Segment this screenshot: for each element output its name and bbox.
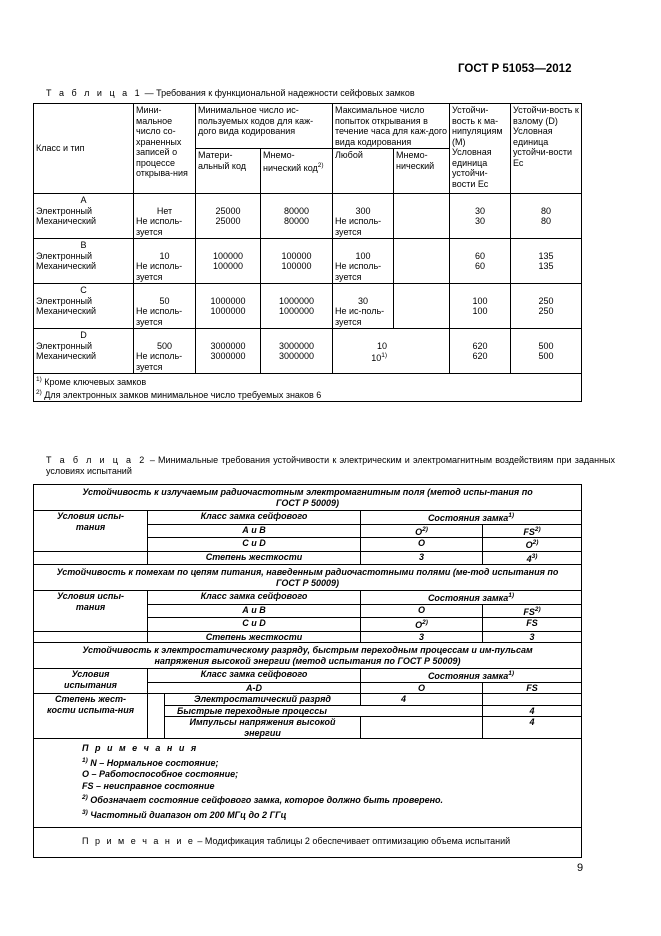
header-material-code: Матери-альный код [196,149,261,194]
eft-value: 4 [483,705,582,717]
section-title-row [34,565,582,591]
table-row [34,631,582,643]
lock-state-header: Состояния замка$^{1)}$ [361,511,582,525]
any-cell: 100 Не исполь-зуется [333,239,394,284]
mnemonic2-cell [394,194,450,239]
state-fs: FS$^{2)}$ [483,524,582,538]
test-conditions-label: Условия испы-тания [34,511,148,552]
table2-caption: Т а б л и ц а 2 – Минимальные требования устойчивости к электрическим и электромагнитным воздействиям при заданных условиях испытаний [46,455,616,476]
empty-cell [148,705,165,717]
section-title-row [34,485,582,511]
empty-cell [148,694,165,706]
material-cell: 1000000 1000000 [196,284,261,329]
table-functional-reliability [33,103,582,402]
empty-cell [361,717,483,739]
surge-label: Импульсы напряжения высокой энергии [165,717,361,739]
any-cell: 30 Не ис-поль-зуется [333,284,394,329]
document-code: ГОСТ Р 51053—2012 [458,63,572,75]
mnemonic2-cell [394,284,450,329]
records-cell: Нет Не исполь-зуется [134,194,196,239]
burglary-cell: 250 250 [511,284,582,329]
test-conditions-label: Условия испы-тания [34,591,148,632]
section1-title: Устойчивость к излучаемым радиочастотным электромагнитным поля (метод испы-тания по ГОСТ Р 50009) [34,485,582,511]
header-class-type: Класс и тип [34,104,134,194]
lock-class-header: Класс замка сейфового [148,511,361,525]
state-fs: FS [483,618,582,632]
state-fs: FS$^{2)}$ [483,604,582,618]
material-cell: 100000 100000 [196,239,261,284]
header-max-attempts: Максимальное число попыток открывания в течение часа для каж-дого вида кодирования [333,104,450,149]
material-cell: 25000 25000 [196,194,261,239]
mnemonic-cell: 80000 80000 [261,194,333,239]
severity-label: Степень жесткости [148,551,361,565]
class-cell: B Электронный Механический [34,239,134,284]
lock-class-header: Класс замка сейфового [148,591,361,605]
header-manipulation: Устойчи-вость к ма-нипуляциям (М) Условная единица устойчи-вости Ес [450,104,511,194]
header-mnemonic-code: Мнемо-нический код$^{2)}$ [261,149,333,194]
mnemonic-cell: 100000 100000 [261,239,333,284]
table1-caption: Т а б л и ц а 1 — Требования к функциональной надежности сейфовых замков [46,88,415,98]
class-cell: D Электронный Механический [34,329,134,374]
empty-cell [483,694,582,706]
state-o: О [361,538,483,552]
state-o: О [361,604,483,618]
manip-cell: 620 620 [450,329,511,374]
footnotes-row [34,374,582,402]
eft-label: Быстрые переходные процессы [165,705,483,717]
any-cell: 10 10$^{1)}$ [333,329,450,374]
class-ab: А и В [148,604,361,618]
header-burglary: Устойчи-вость к взлому (D) Условная единица устойчи-вости Ес [511,104,582,194]
header-mnemonic: Мнемо-нический [394,149,450,194]
severity-label: Степень жест-кости испыта-ния [34,694,148,739]
header-min-records: Мини-мальное число со-храненных записей о процессе открыва-ния [134,104,196,194]
severity-value: 3 [483,631,582,643]
severity-label: Степень жесткости [148,631,361,643]
table-row [34,694,582,706]
state-o: $О^{2)}$ [361,524,483,538]
records-cell: 50 Не исполь-зуется [134,284,196,329]
severity-value: 3 [361,631,483,643]
severity-value: 3 [361,551,483,565]
notes-row [34,739,582,828]
class-ab: А и В [148,524,361,538]
manip-cell: 60 60 [450,239,511,284]
table-row [34,511,582,525]
table-row [34,239,582,284]
table-row [34,329,582,374]
burglary-cell: 500 500 [511,329,582,374]
class-cd: С и D [148,618,361,632]
state-o: $О^{2)}$ [361,618,483,632]
lock-state-header: Состояния замка$^{1)}$ [361,669,582,683]
any-cell: 300 Не исполь-зуется [333,194,394,239]
manip-cell: 30 30 [450,194,511,239]
page-number: 9 [577,862,584,874]
table-header-row [34,104,582,149]
records-cell: 10 Не исполь-зуется [134,239,196,284]
state-o: О [361,682,483,694]
surge-value: 4 [483,717,582,739]
empty-cell [148,717,165,739]
final-note-row [34,828,582,858]
esd-label: Электростатический разряд [165,694,361,706]
manip-cell: 100 100 [450,284,511,329]
table2-notes: П р и м е ч а н и я $^{1)}$ N – Нормальное состояние; О – Работоспособное состояние; FS – неисправное состояние $^{2)}$ Обозначает состояние сейфового замка, которое должно быть проверено. $^{3)}$ Частотный диапазон от 200 МГц до 2 ГГц [34,739,582,828]
test-conditions-label: Условия испытания [34,669,148,694]
burglary-cell: 135 135 [511,239,582,284]
table-row [34,591,582,605]
table-row [34,551,582,565]
mnemonic-cell: 1000000 1000000 [261,284,333,329]
esd-value: 4 [361,694,483,706]
header-min-codes: Минимальное число ис-пользуемых кодов для каж-дого вида кодирования [196,104,333,149]
mnemonic-cell: 3000000 3000000 [261,329,333,374]
empty-cell [34,631,148,643]
class-cell: C Электронный Механический [34,284,134,329]
section3-title: Устойчивость к электростатическому разряду, быстрым переходным процессам и им-пульсам напряжения высокой энергии (метод испытания по ГОСТ Р 50009) [34,643,582,669]
table-row [34,284,582,329]
severity-value: 4$^{3)}$ [483,551,582,565]
table1-footnotes [34,374,582,402]
class-ad: A-D [148,682,361,694]
state-fs: FS [483,682,582,694]
lock-class-header: Класс замка сейфового [148,669,361,683]
table-row [34,194,582,239]
table-emc-requirements [33,484,582,858]
records-cell: 500 Не исполь-зуется [134,329,196,374]
burglary-cell: 80 80 [511,194,582,239]
empty-cell [34,551,148,565]
material-cell: 3000000 3000000 [196,329,261,374]
lock-state-header: Состояния замка$^{1)}$ [361,591,582,605]
header-any: Любой [333,149,394,194]
class-cell: A Электронный Механический [34,194,134,239]
section2-title: Устойчивость к помехам по цепям питания, наведенным радиочастотными полями (ме-тод испытания по ГОСТ Р 50009) [34,565,582,591]
mnemonic2-cell [394,239,450,284]
state-o2: $О^{2)}$ [483,538,582,552]
section-title-row [34,643,582,669]
footnote-1: $^{1)}$ Кроме ключевых замков [36,376,147,387]
footnote-2: $^{2)}$ Для электронных замков минимальное число требуемых знаков 6 [36,388,322,400]
table-row [34,669,582,683]
final-note: П р и м е ч а н и е – Модификация таблицы 2 обеспечивает оптимизацию объема испытаний [34,828,582,858]
class-cd: С и D [148,538,361,552]
